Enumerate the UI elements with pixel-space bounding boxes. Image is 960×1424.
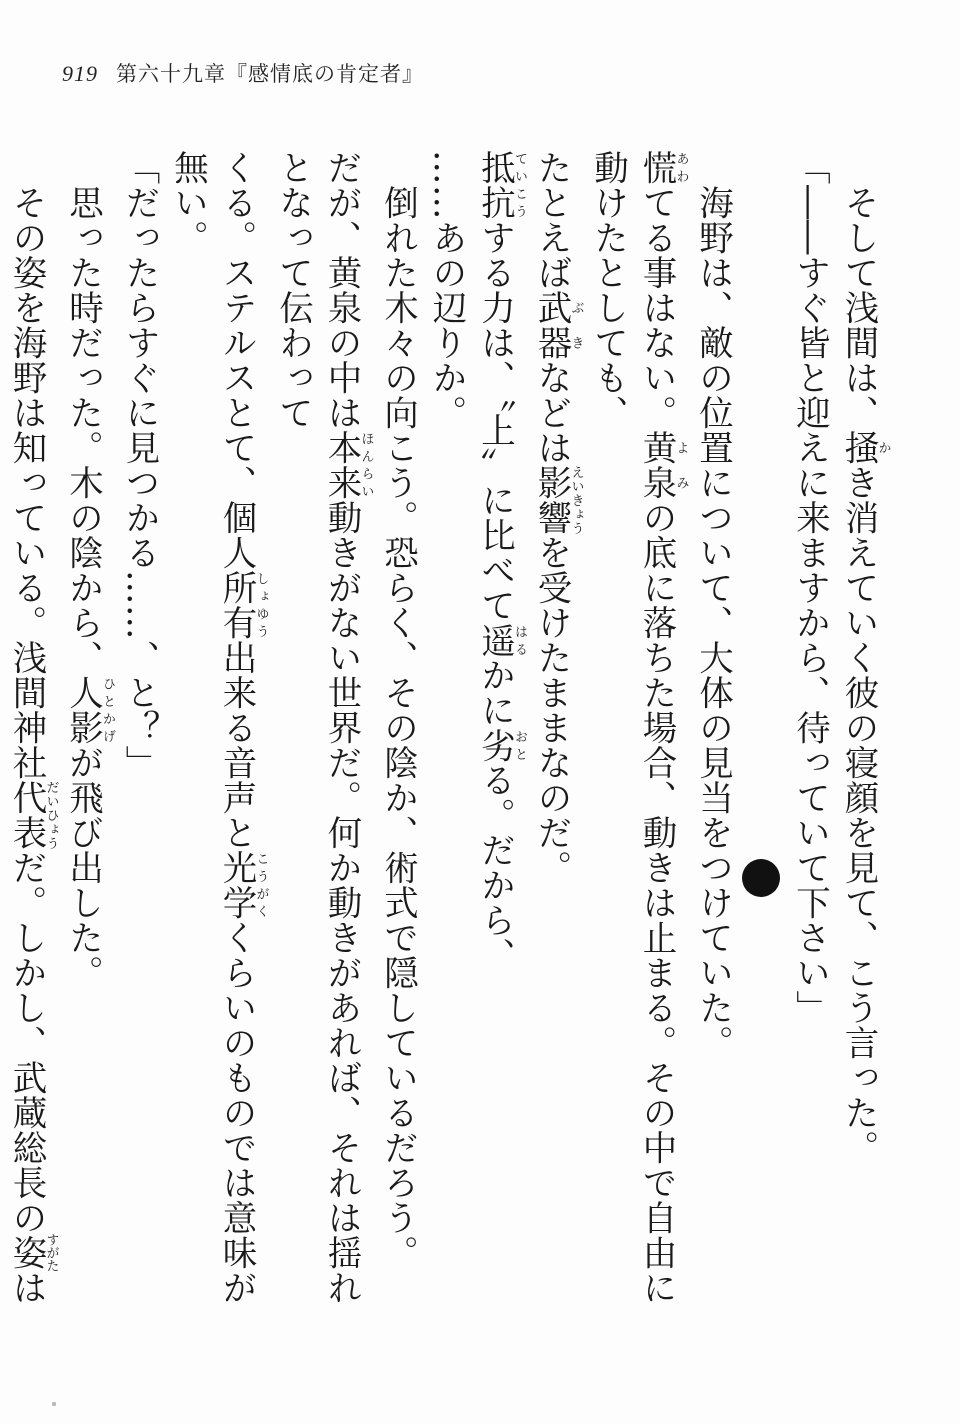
- paragraph: 慌あわてる事はない。黄泉よみの底に落ちた場合、動きは止まる。その中で自由に動けたとしても、: [587, 150, 689, 1305]
- paragraph: くる。ステルスとて、個人所有しょゆう出来る音声と光学こうがくくらいのものでは意味が無い。: [167, 150, 269, 1305]
- dialogue-line: 「だったらすぐに見つかる……、と？」: [119, 150, 159, 780]
- page-number: 919: [62, 61, 98, 86]
- filled-circle-bullet-icon: [742, 859, 780, 897]
- running-header: [62, 58, 424, 88]
- chapter-title: 第六十九章『感情底の肯定者』: [116, 62, 424, 86]
- paragraph: そして浅間は、掻かき消えていく彼の寝顔を見て、こう言った。: [838, 184, 891, 1165]
- section-break: [737, 150, 786, 1330]
- paragraph: 思った時だった。木の陰から、人影ひとかげが飛び出した。: [62, 184, 115, 990]
- paragraph: たとえば武器ぶきなどは影響えいきょうを受けたままなのだ。: [531, 150, 584, 885]
- paragraph: 倒れた木々の向こう。恐らく、その陰か、術式で隠しているだろう。: [377, 184, 418, 1270]
- paragraph: その姿を海野は知っている。浅間神社代表だいひょうだ。しかし、武蔵総長の姿すがたは: [6, 184, 59, 1305]
- dialogue-line: 「――すぐ皆と迎えに来ますから、待っていて下さい」: [789, 150, 830, 1025]
- paragraph: 海野は、敵の位置について、大体の見当をつけていた。: [692, 184, 733, 1060]
- vertical-body-text: [6, 150, 891, 1330]
- paragraph: だが、黄泉の中は本来ほんらい動きがない世界だ。何か動きがあれば、それは揺れとなって伝わって: [272, 150, 374, 1305]
- paragraph: 抵抗ていこうする力は、〝上〟に比べて遥はるかに劣おとる。だから、: [474, 150, 527, 973]
- paragraph: ……あの辺りか。: [426, 150, 466, 430]
- scan-speck: [52, 1402, 56, 1406]
